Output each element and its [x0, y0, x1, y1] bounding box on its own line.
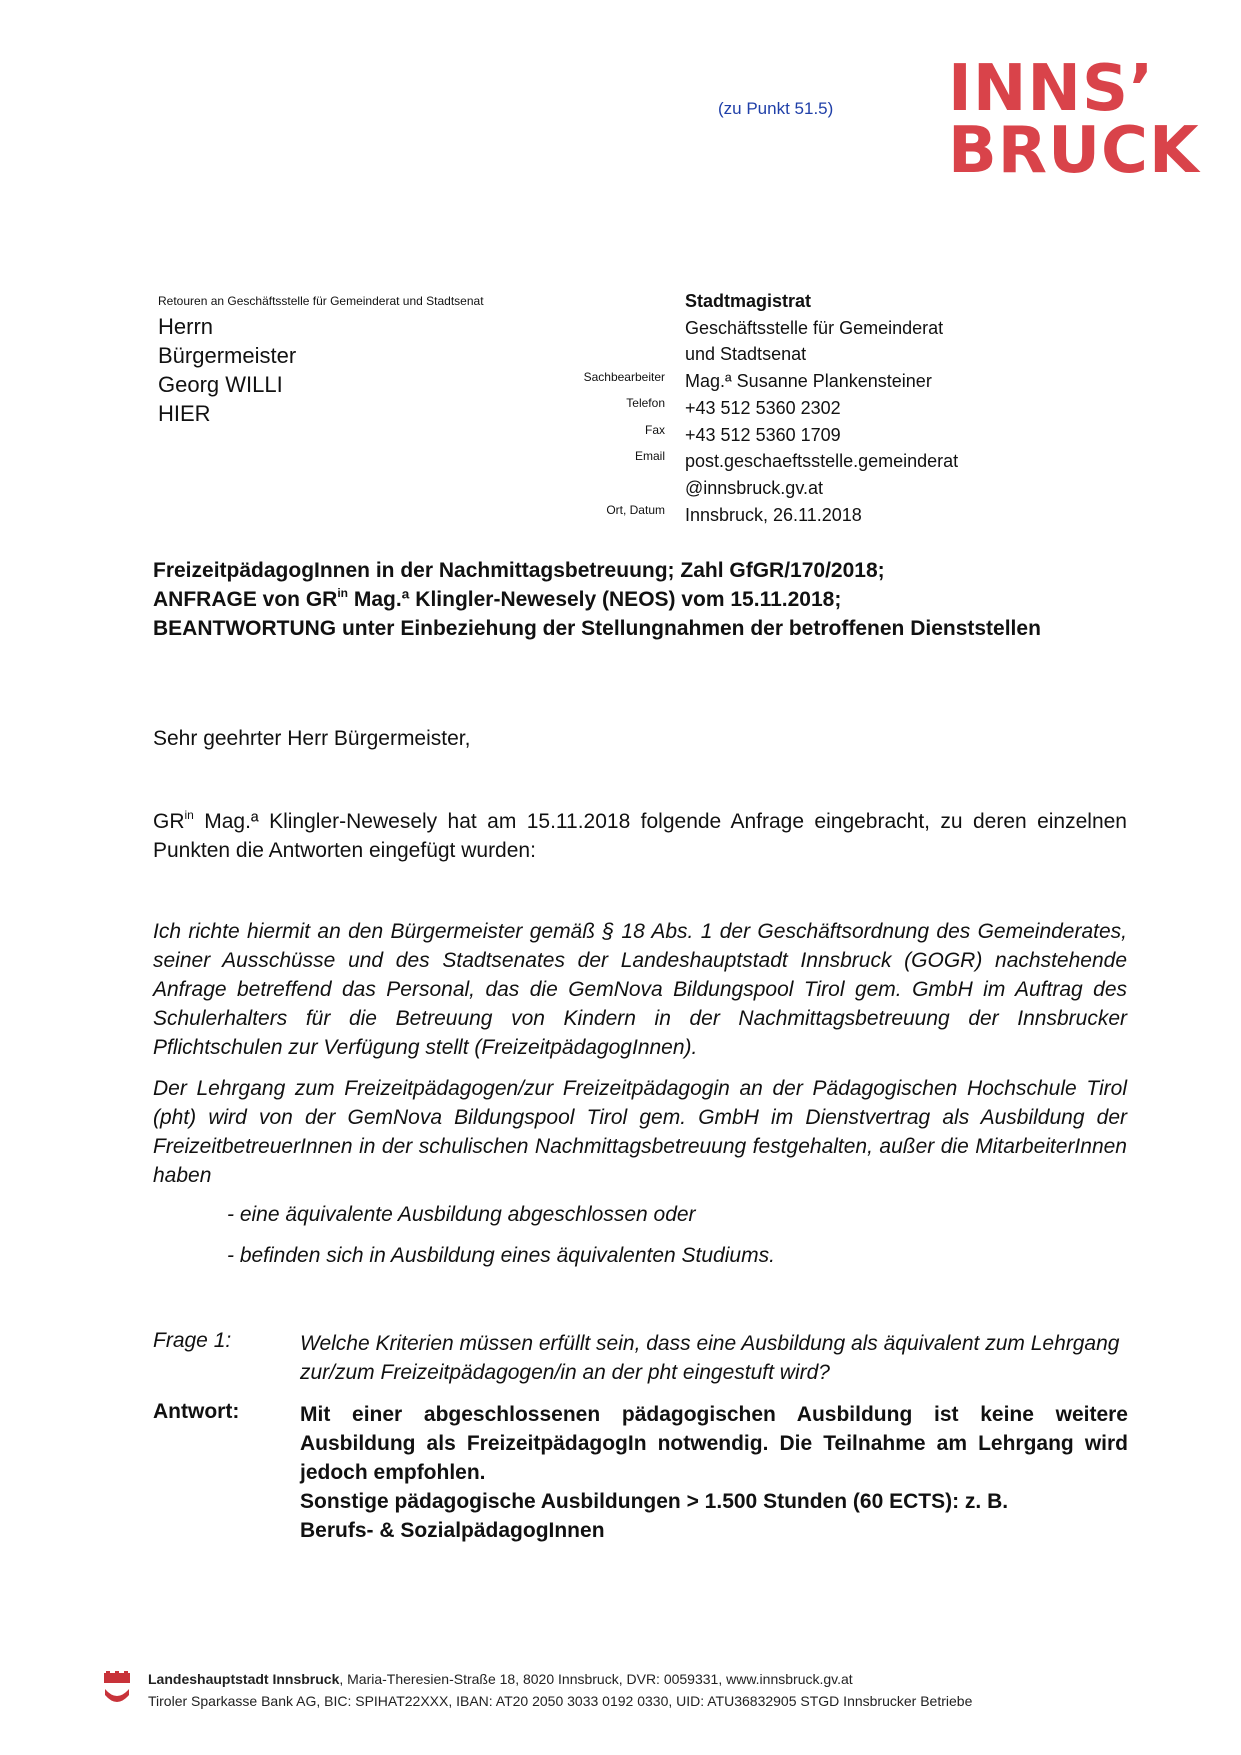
sender-title: Stadtmagistrat	[685, 291, 812, 311]
footer-line-1	[148, 1668, 972, 1690]
salutation: Sehr geehrter Herr Bürgermeister,	[153, 727, 471, 750]
question-1-label: Frage 1:	[153, 1329, 232, 1352]
clerk-label: Sachbearbeiter	[583, 370, 665, 384]
recipient-line-1: Herrn	[158, 314, 214, 339]
subject-line-2b: Mag.ª Klingler-Newesely (NEOS) vom 15.11.2018;	[348, 588, 842, 611]
return-address: Retouren an Geschäftsstelle für Gemeinderat und Stadtsenat	[158, 294, 484, 308]
sender-date: Innsbruck, 26.11.2018	[685, 504, 862, 525]
sender-block	[685, 288, 958, 528]
answer-1-line-3: Berufs- & SozialpädagogInnen	[300, 1519, 605, 1542]
question-1-text: Welche Kriterien müssen erfüllt sein, dass eine Ausbildung als äquivalent zum Lehrgang zur/zum Freizeitpädagogen/in an der pht eingestuft wird?	[300, 1332, 1120, 1384]
logo-line-2: BRUCK	[948, 114, 1200, 188]
email-label: Email	[634, 449, 665, 463]
subject-line-2	[153, 585, 1041, 614]
sender-phone: +43 512 5360 2302	[685, 397, 841, 418]
subject-line-3: BEANTWORTUNG unter Einbeziehung der Stellungnahmen der betroffenen Dienststellen	[153, 617, 1041, 640]
innsbruck-emblem-icon	[102, 1669, 132, 1707]
phone-label: Telefon	[626, 396, 665, 410]
reference-note: (zu Punkt 51.5)	[718, 99, 834, 118]
subject-line-2a: ANFRAGE von GR	[153, 588, 338, 611]
fax-label: Fax	[644, 423, 665, 437]
subject	[153, 556, 1041, 643]
answer-1-text: Mit einer abgeschlossenen pädagogischen Ausbildung ist keine weitere Ausbildung als FreizeitpädagogIn notwendig. Die Teilnahme am Lehrgang wird jedoch empfohlen.	[300, 1403, 1128, 1484]
sender-email-1: post.geschaeftsstelle.gemeinderat	[685, 451, 959, 472]
bullet-1: - eine äquivalente Ausbildung abgeschlossen oder	[227, 1203, 696, 1226]
sender-dept-2: und Stadtsenat	[685, 344, 807, 365]
inquiry-paragraph-2: Der Lehrgang zum Freizeitpädagogen/zur Freizeitpädagogin an der Pädagogischen Hochschule Tirol (pht) wird von der GemNova Bildungspool Tirol gem. GmbH im Dienstvertrag als Ausbildung der FreizeitbetreuerInnen in der schulischen Nachmittagsbetreuung festgehalten, außer die MitarbeiterInnen haben	[153, 1077, 1127, 1187]
footer-line-2: Tiroler Sparkasse Bank AG, BIC: SPIHAT22XXX, IBAN: AT20 2050 3033 0192 0330, UID: ATU36832905 STGD Innsbrucker Betriebe	[148, 1693, 973, 1709]
logo-line-1: INNS’	[948, 52, 1155, 126]
sender-clerk: Mag.ª Susanne Plankensteiner	[685, 371, 932, 392]
recipient-line-3: Georg WILLI	[158, 372, 283, 397]
innsbruck-logo	[948, 52, 1200, 188]
answer-1-line-2: Sonstige pädagogische Ausbildungen > 1.500 Stunden (60 ECTS): z. B.	[300, 1490, 1009, 1513]
recipient-address	[158, 312, 296, 428]
intro-sup: in	[184, 808, 194, 822]
inquiry-paragraph-1: Ich richte hiermit an den Bürgermeister gemäß § 18 Abs. 1 der Geschäftsordnung des Gemeinderates, seiner Ausschüsse und des Stadtsenates der Landeshauptstadt Innsbruck (GOGR) nachstehende Anfrage betreffend das Personal, das die GemNova Bildungspool Tirol gem. GmbH im Auftrag des Schulerhalters für die Betreuung von Kindern in der Nachmittagsbetreuung der Innsbrucker Pflichtschulen zur Verfügung stellt (FreizeitpädagogInnen).	[153, 920, 1127, 1059]
intro-b: Mag.ª Klingler-Newesely hat am 15.11.2018 folgende Anfrage eingebracht, zu deren einzelnen Punkten die Antworten eingefügt wurden:	[153, 810, 1127, 862]
date-label: Ort, Datum	[606, 503, 665, 517]
sender-fax: +43 512 5360 1709	[685, 424, 841, 445]
answer-1	[300, 1400, 1128, 1545]
recipient-line-4: HIER	[158, 401, 211, 426]
intro-a: GR	[153, 810, 185, 833]
footer-org: Landeshauptstadt Innsbruck	[148, 1671, 340, 1687]
intro-paragraph	[153, 807, 1127, 865]
subject-line-1: FreizeitpädagogInnen in der Nachmittagsbetreuung; Zahl GfGR/170/2018;	[153, 559, 885, 582]
sender-dept-1: Geschäftsstelle für Gemeinderat	[685, 317, 944, 338]
footer-address: , Maria-Theresien-Straße 18, 8020 Innsbruck, DVR: 0059331, www.innsbruck.gv.at	[339, 1671, 853, 1687]
bullet-2: - befinden sich in Ausbildung eines äquivalenten Studiums.	[227, 1244, 775, 1267]
answer-1-label: Antwort:	[153, 1400, 240, 1423]
subject-sup: in	[337, 586, 349, 600]
recipient-line-2: Bürgermeister	[158, 343, 297, 368]
sender-email-2: @innsbruck.gv.at	[685, 477, 823, 498]
footer	[148, 1668, 972, 1712]
